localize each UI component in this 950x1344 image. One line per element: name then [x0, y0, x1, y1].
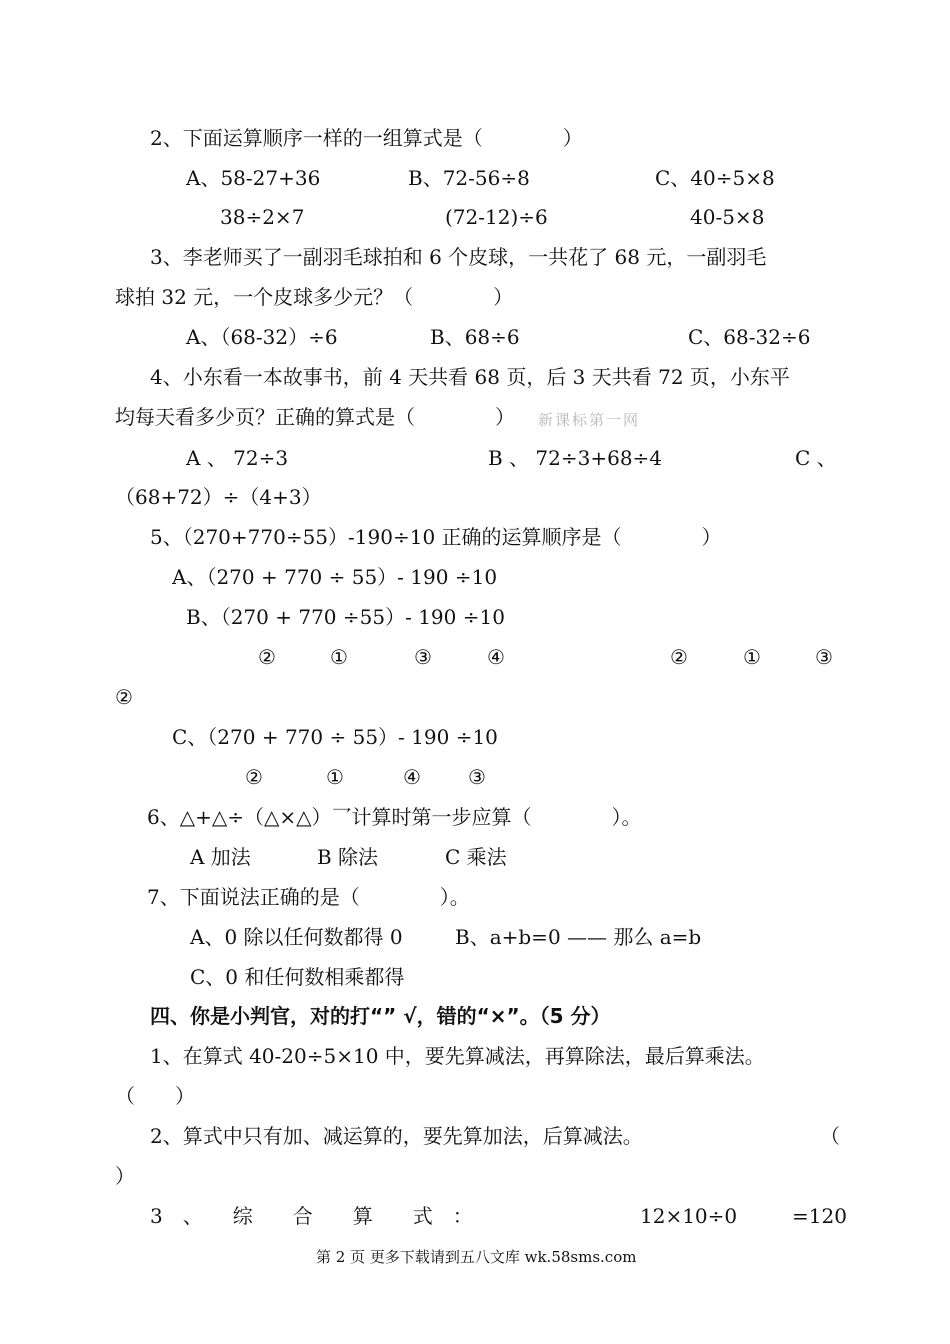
q3-option-b: B、68÷6: [430, 325, 520, 349]
q5-mark-c2: ①: [326, 765, 344, 789]
section4-s3-label: 3 、 综 合 算 式 ：: [150, 1204, 473, 1228]
q4-option-a: A 、 72÷3: [186, 446, 289, 470]
q5-mark-b2: ①: [743, 645, 761, 669]
section4-s2-line1: 2、算式中只有加、减运算的，要先算加法，后算减法。: [150, 1124, 643, 1148]
q4-watermark: 新课标第一网: [538, 411, 641, 429]
q5-mark-b1: ②: [670, 645, 688, 669]
q5-option-a: A、（270 + 770 ÷ 55）- 190 ÷10: [172, 565, 498, 589]
page-footer: 第 2 页 更多下载请到五八文库 wk.58sms.com: [316, 1248, 637, 1266]
q7-option-b: B、a+b=0 —— 那么 a=b: [455, 925, 702, 949]
section4-s3-result: =120: [792, 1204, 847, 1228]
q3-stem-line2: 球拍 32 元，一个皮球多少元？（ ）: [115, 285, 514, 309]
q2-option-c-line2: 40-5×8: [690, 205, 765, 229]
q3-stem-line1: 3、李老师买了一副羽毛球拍和 6 个皮球，一共花了 68 元，一副羽毛: [150, 245, 767, 269]
q4-option-b: B 、 72÷3+68÷4: [488, 446, 663, 470]
q2-option-a-line2: 38÷2×7: [220, 205, 305, 229]
section4-s3-expr: 12×10÷0: [640, 1204, 738, 1228]
q5-mark-c3: ④: [403, 765, 421, 789]
q5-option-c: C、（270 + 770 ÷ 55）- 190 ÷10: [172, 725, 498, 749]
q5-option-b: B、（270 + 770 ÷55）- 190 ÷10: [186, 605, 505, 629]
q5-mark-c4: ③: [468, 765, 486, 789]
q5-stem: 5、（270+770÷55）-190÷10 正确的运算顺序是（ ）: [150, 525, 722, 549]
q5-mark-a2: ①: [330, 645, 348, 669]
q4-option-c: C 、: [795, 446, 837, 470]
q5-mark-b3: ③: [815, 645, 833, 669]
q2-option-c: C、40÷5×8: [655, 166, 775, 190]
q6-stem: 6、△+△÷（△×△）乛计算时第一步应算（ ）。: [147, 805, 642, 829]
q7-stem: 7、下面说法正确的是（ ）。: [147, 885, 470, 909]
q2-option-b: B、72-56÷8: [408, 166, 530, 190]
q2-stem: 2、下面运算顺序一样的一组算式是（ ）: [150, 126, 583, 150]
q4-stem-line2: 均每天看多少页？正确的算式是（ ）: [115, 405, 515, 429]
section4-s2-line2: ）: [115, 1164, 135, 1188]
q7-option-a: A、0 除以任何数都得 0: [190, 925, 403, 949]
q5-mark-c1: ②: [245, 765, 263, 789]
section4-s2-paren-open: （: [820, 1124, 840, 1148]
section4-s1-line2: （ ）: [115, 1084, 195, 1108]
q3-option-c: C、68-32÷6: [688, 325, 811, 349]
q4-option-c-cont: （68+72）÷（4+3）: [115, 485, 322, 509]
q2-option-a: A、58-27+36: [186, 166, 321, 190]
q6-option-b: B 除法: [317, 845, 379, 869]
q4-stem-line1: 4、小东看一本故事书，前 4 天共看 68 页，后 3 天共看 72 页，小东平: [150, 365, 790, 389]
section4-title: 四、你是小判官，对的打“” √，错的“×”。（5 分）: [150, 1004, 611, 1028]
q6-option-a: A 加法: [190, 845, 251, 869]
q5-mark-a1: ②: [258, 645, 276, 669]
q5-mark-wrap: ②: [115, 685, 133, 709]
q3-option-a: A、（68-32）÷6: [186, 325, 338, 349]
section4-s1-line1: 1、在算式 40-20÷5×10 中，要先算减法，再算除法，最后算乘法。: [150, 1044, 765, 1068]
q6-option-c: C 乘法: [445, 845, 507, 869]
q5-mark-a3: ③: [414, 645, 432, 669]
q7-option-c: C、0 和任何数相乘都得: [190, 965, 405, 989]
q2-option-b-line2: (72-12)÷6: [445, 205, 548, 229]
q5-mark-a4: ④: [487, 645, 505, 669]
